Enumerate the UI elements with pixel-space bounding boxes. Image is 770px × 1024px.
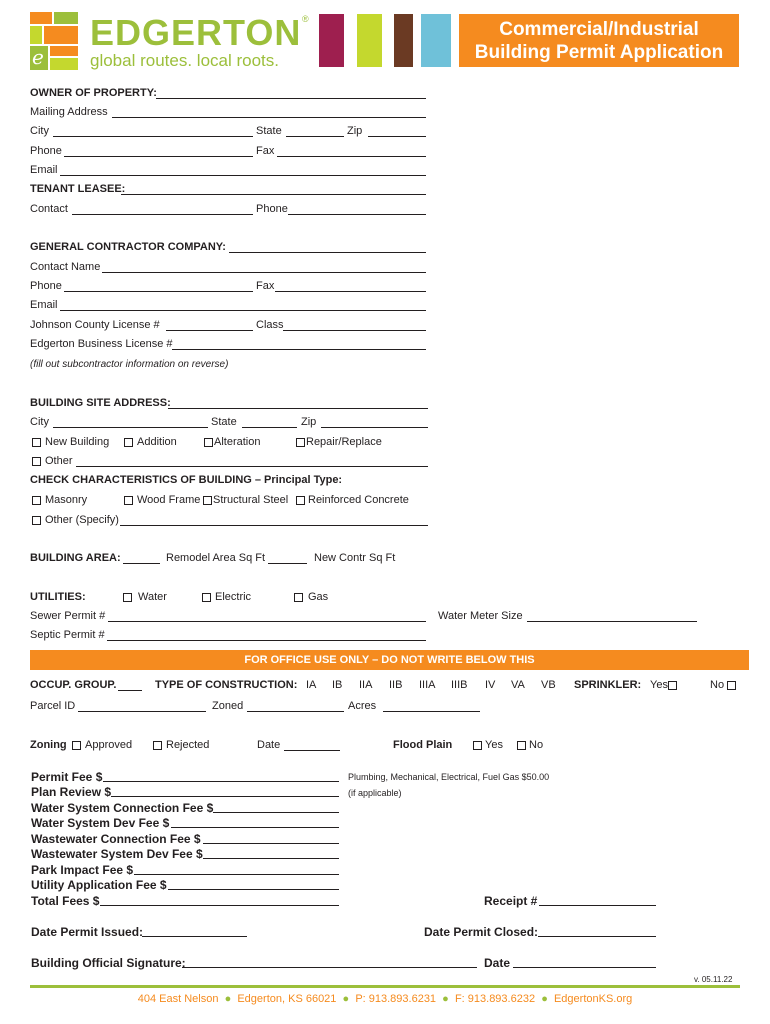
phone-field[interactable] — [64, 156, 253, 157]
contractor-email-field[interactable] — [60, 310, 426, 311]
logo-reg: ® — [302, 14, 309, 24]
structural-steel-checkbox[interactable] — [203, 496, 212, 505]
business-license-field[interactable] — [172, 349, 426, 350]
footer-dot-icon: ● — [339, 993, 353, 1005]
logo-name: EDGERTON — [90, 12, 302, 53]
sewer-field[interactable] — [108, 621, 426, 622]
city-field[interactable] — [53, 136, 253, 137]
reinforced-concrete-label: Reinforced Concrete — [308, 494, 409, 506]
type-va[interactable]: VA — [511, 679, 525, 691]
title-line-1: Commercial/Industrial — [499, 19, 699, 40]
issued-field[interactable] — [142, 936, 247, 937]
plumbing-note-2: (if applicable) — [348, 788, 402, 798]
footer-contact — [30, 992, 740, 1006]
owner-heading: OWNER OF PROPERTY: — [30, 87, 157, 99]
state-label: State — [256, 125, 282, 137]
receipt-label: Receipt # — [484, 894, 538, 908]
tenant-contact-field[interactable] — [72, 214, 253, 215]
acres-field[interactable] — [383, 711, 480, 712]
new-building-label: New Building — [45, 436, 110, 448]
site-other-checkbox[interactable] — [32, 457, 41, 466]
addition-checkbox[interactable] — [124, 438, 133, 447]
type-ib[interactable]: IB — [332, 679, 343, 691]
flood-yes-checkbox[interactable] — [473, 741, 482, 750]
state-field[interactable] — [286, 136, 344, 137]
sprinkler-label: SPRINKLER: — [574, 679, 642, 691]
area-field[interactable] — [123, 563, 160, 564]
septic-field[interactable] — [107, 640, 426, 641]
tenant-heading: TENANT LEASEE: — [30, 183, 126, 195]
site-state-label: State — [211, 416, 237, 428]
logo-tagline: global routes. local roots. — [90, 51, 279, 70]
wood-frame-checkbox[interactable] — [124, 496, 133, 505]
alteration-label: Alteration — [214, 436, 261, 448]
contractor-contact-field[interactable] — [102, 272, 426, 273]
fee-label: Wastewater Connection Fee $ — [31, 832, 201, 846]
tenant-phone-field[interactable] — [288, 214, 426, 215]
contractor-phone-field[interactable] — [64, 291, 253, 292]
occup-field[interactable] — [118, 690, 142, 691]
class-field[interactable] — [283, 330, 426, 331]
approved-label: Approved — [85, 739, 133, 751]
title-line-2: Building Permit Application — [474, 42, 724, 63]
site-zip-label: Zip — [301, 416, 317, 428]
gas-checkbox[interactable] — [294, 593, 303, 602]
zoning-label: Zoning — [30, 739, 67, 751]
footer-web[interactable]: EdgertonKS.org — [553, 993, 633, 1005]
receipt-field[interactable] — [539, 905, 656, 906]
site-other-label: Other — [45, 455, 73, 467]
sewer-label: Sewer Permit # — [30, 610, 106, 622]
contractor-heading: GENERAL CONTRACTOR COMPANY: — [30, 241, 226, 253]
parcel-label: Parcel ID — [30, 700, 76, 712]
business-license-label: Edgerton Business License # — [30, 338, 173, 350]
water-connection-field[interactable] — [213, 812, 339, 813]
structural-steel-label: Structural Steel — [213, 494, 289, 506]
sprinkler-yes-label: Yes — [650, 679, 668, 691]
permit-fee-field[interactable] — [103, 781, 339, 782]
type-ia[interactable]: IA — [306, 679, 317, 691]
wastewater-connection-field[interactable] — [203, 843, 339, 844]
mailing-field[interactable] — [112, 117, 426, 118]
acres-label: Acres — [348, 700, 377, 712]
zoned-label: Zoned — [212, 700, 244, 712]
fax-label: Fax — [256, 145, 275, 157]
tenant-contact-label: Contact — [30, 203, 68, 215]
wastewater-dev-field[interactable] — [203, 858, 339, 859]
plan-review-field[interactable] — [111, 796, 339, 797]
masonry-label: Masonry — [45, 494, 88, 506]
char-other-label: Other (Specify) — [45, 514, 119, 526]
flood-label: Flood Plain — [393, 739, 453, 751]
office-use-text: FOR OFFICE USE ONLY – DO NOT WRITE BELOW THIS — [244, 654, 535, 666]
addition-label: Addition — [137, 436, 177, 448]
signature-label: Building Official Signature: — [31, 956, 186, 970]
site-zip-field[interactable] — [321, 427, 428, 428]
contractor-fax-label: Fax — [256, 280, 275, 292]
park-impact-field[interactable] — [134, 874, 339, 875]
char-other-checkbox[interactable] — [32, 516, 41, 525]
signoff-date-field[interactable] — [513, 967, 656, 968]
fee-label: Total Fees $ — [31, 894, 100, 908]
email-label: Email — [30, 164, 58, 176]
water-label: Water — [138, 591, 167, 603]
zoning-date-label: Date — [257, 739, 281, 751]
site-heading: BUILDING SITE ADDRESS: — [30, 397, 171, 409]
logo-mark — [30, 12, 78, 70]
electric-checkbox[interactable] — [202, 593, 211, 602]
utility-application-field[interactable] — [168, 889, 339, 890]
new-area-label: New Contr Sq Ft — [314, 552, 396, 564]
office-use-banner — [30, 650, 749, 670]
site-other-field[interactable] — [76, 466, 428, 467]
site-city-field[interactable] — [53, 427, 208, 428]
type-iv[interactable]: IV — [485, 679, 496, 691]
zoned-field[interactable] — [247, 711, 344, 712]
fax-field[interactable] — [277, 156, 426, 157]
water-dev-field[interactable] — [171, 827, 339, 828]
signoff-date-label: Date — [484, 956, 511, 970]
plumbing-note: Plumbing, Mechanical, Electrical, Fuel Gas $50.00 — [348, 772, 550, 782]
utilities-heading: UTILITIES: — [30, 591, 86, 603]
meter-label: Water Meter Size — [438, 610, 523, 622]
fee-label: Water System Connection Fee $ — [31, 801, 214, 815]
footer-rule — [30, 985, 740, 988]
email-field[interactable] — [60, 175, 426, 176]
fee-label: Plan Review $ — [31, 785, 112, 799]
fee-label: Water System Dev Fee $ — [31, 816, 170, 830]
fee-label: Utility Application Fee $ — [31, 878, 167, 892]
title-box — [459, 14, 739, 67]
char-other-field[interactable] — [120, 525, 428, 526]
sprinkler-no-label: No — [710, 679, 725, 691]
signature-field[interactable] — [182, 967, 477, 968]
area-heading: BUILDING AREA: — [30, 552, 121, 564]
remodel-field[interactable] — [268, 563, 307, 564]
contractor-fax-field[interactable] — [275, 291, 426, 292]
sprinkler-no-checkbox[interactable] — [727, 681, 736, 690]
remodel-label: Remodel Area Sq Ft — [166, 552, 266, 564]
version-label: v. 05.11.22 — [694, 975, 733, 984]
site-city-label: City — [30, 416, 49, 428]
sprinkler-yes-checkbox[interactable] — [668, 681, 677, 690]
phone-label: Phone — [30, 145, 62, 157]
footer-fax: F: 913.893.6232 — [454, 993, 536, 1005]
contractor-company-field[interactable] — [229, 252, 426, 253]
contractor-phone-label: Phone — [30, 280, 62, 292]
owner-name-field[interactable] — [156, 98, 426, 99]
contractor-contact-label: Contact Name — [30, 261, 101, 273]
license-label: Johnson County License # — [30, 319, 160, 331]
type-iib[interactable]: IIB — [389, 679, 403, 691]
parcel-field[interactable] — [78, 711, 206, 712]
footer-dot-icon: ● — [538, 993, 551, 1005]
zip-label: Zip — [347, 125, 363, 137]
reinforced-concrete-checkbox[interactable] — [296, 496, 305, 505]
fee-label: Wastewater System Dev Fee $ — [31, 847, 203, 861]
zip-field[interactable] — [368, 136, 426, 137]
total-fees-field[interactable] — [100, 905, 339, 906]
tenant-phone-label: Phone — [256, 203, 288, 215]
new-building-checkbox[interactable] — [32, 438, 41, 447]
issued-label: Date Permit Issued: — [31, 925, 144, 939]
masonry-checkbox[interactable] — [32, 496, 41, 505]
electric-label: Electric — [215, 591, 252, 603]
footer-dot-icon: ● — [439, 993, 452, 1005]
footer-address: 404 East Nelson — [137, 993, 219, 1005]
gas-label: Gas — [308, 591, 329, 603]
repair-label: Repair/Replace — [306, 436, 382, 448]
subcontractor-note: (fill out subcontractor information on reverse) — [30, 359, 229, 370]
type-iiib[interactable]: IIIB — [451, 679, 468, 691]
flood-yes-label: Yes — [485, 739, 503, 751]
rejected-checkbox[interactable] — [153, 741, 162, 750]
water-checkbox[interactable] — [123, 593, 132, 602]
license-field[interactable] — [166, 330, 253, 331]
septic-label: Septic Permit # — [30, 629, 105, 641]
fee-label: Permit Fee $ — [31, 770, 103, 784]
rejected-label: Rejected — [166, 739, 210, 751]
wood-frame-label: Wood Frame — [137, 494, 201, 506]
meter-field[interactable] — [527, 621, 697, 622]
footer-city: Edgerton, KS 66021 — [237, 993, 337, 1005]
type-iia[interactable]: IIA — [359, 679, 373, 691]
footer-dot-icon: ● — [221, 993, 235, 1005]
characteristics-heading: CHECK CHARACTERISTICS OF BUILDING – Principal Type: — [30, 474, 343, 486]
construction-label: TYPE OF CONSTRUCTION: — [155, 679, 298, 691]
flood-no-label: No — [529, 739, 544, 751]
closed-label: Date Permit Closed: — [424, 925, 539, 939]
type-iiia[interactable]: IIIA — [419, 679, 436, 691]
mailing-label: Mailing Address — [30, 106, 108, 118]
footer-phone: P: 913.893.6231 — [355, 993, 437, 1005]
city-label: City — [30, 125, 49, 137]
site-state-field[interactable] — [242, 427, 297, 428]
contractor-email-label: Email — [30, 299, 58, 311]
occup-label: OCCUP. GROUP. — [30, 679, 117, 691]
site-address-field[interactable] — [168, 408, 428, 409]
flood-no-checkbox[interactable] — [517, 741, 526, 750]
closed-field[interactable] — [538, 936, 656, 937]
class-label: Class — [256, 319, 284, 331]
alteration-checkbox[interactable] — [204, 438, 213, 447]
repair-checkbox[interactable] — [296, 438, 305, 447]
logo-letter: e — [32, 45, 44, 69]
type-vb[interactable]: VB — [541, 679, 556, 691]
zoning-date-field[interactable] — [284, 750, 340, 751]
fee-label: Park Impact Fee $ — [31, 863, 134, 877]
tenant-name-field[interactable] — [121, 194, 426, 195]
approved-checkbox[interactable] — [72, 741, 81, 750]
